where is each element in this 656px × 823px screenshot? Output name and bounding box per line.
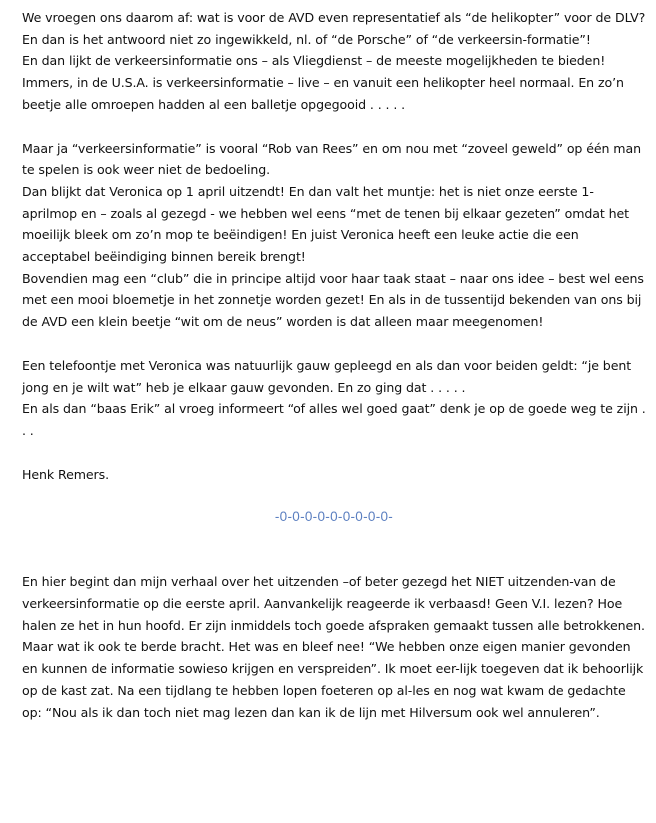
paragraph-veronica-1-april: Dan blijkt dat Veronica op 1 april uitzendt! En dan valt het muntje: het is niet onze eerste 1-aprilmop en – zoals al gezegd - we hebben wel eens “met de tenen bij elkaar gezeten” omdat het moeilijk bleek om zo’n mop te beëindigen! En juist Veronica heeft een leuke actie die een acceptabel beëindiging binnen bereik brengt! — [22, 183, 629, 265]
paragraph-spacer — [22, 116, 646, 138]
paragraph-spacer — [22, 550, 646, 571]
paragraph-spacer — [22, 333, 646, 355]
paragraph-baas-erik: En als dan “baas Erik” al vroeg informeert “of alles wel goed gaat” denk je op de goede weg te zijn . . . — [22, 401, 646, 438]
section-divider: -0-0-0-0-0-0-0-0-0- — [274, 509, 394, 525]
paragraph-vliegdienst: En dan lijkt de verkeersinformatie ons – als Vliegdienst – de meeste mogelijkheden te bieden! Immers, in de U.S.A. is verkeersinformatie – live – en vanuit een helikopter heel normaal. En zo’n beetje alle omroepen hadden al een balletje opgegooid . . . . . — [22, 53, 624, 112]
paragraph-spacer — [22, 485, 646, 506]
paragraph-spacer — [22, 528, 646, 550]
author-signature: Henk Remers. — [22, 466, 109, 482]
paragraph-helikopter: We vroegen ons daarom af: wat is voor de AVD even representatief als “de helikopter” voor de DLV? En dan is het antwoord niet zo ingewikkeld, nl. of “de Porsche” of “de verkeersin-formatie”! — [22, 10, 646, 47]
paragraph-bloemetje: Bovendien mag een “club” die in principe altijd voor haar taak staat – naar ons idee – best wel eens met een mooi bloemetje in het zonnetje worden gezet! En als in de tussentijd bekenden van ons bij de AVD een klein beetje “wit om de neus” worden is dat alleen maar meegenomen! — [22, 270, 644, 330]
paragraph-verhaal-uitzenden: En hier begint dan mijn verhaal over het uitzenden –of beter gezegd het NIET uitzenden-van de verkeersinformatie op die eerste april. Aanvankelijk reageerde ik verbaasd! Geen V.I. lezen? Hoe halen ze het in hun hoofd. Er zijn inmiddels toch goede afspraken gemaakt tussen alle betrokkenen. Maar wat ik ook te berde bracht. Het was en bleef nee! “We hebben onze eigen manier gevonden en kunnen de informatie sowieso krijgen en verspreiden”. Ik moet eer-lijk toegeven dat ik behoorlijk op de kast zat. Na een tijdlang te hebben lopen foeteren op al-les en nog wat kwam de gedachte op: “Nou als ik dan toch niet mag lezen dan kan ik de lijn met Hilversum ook wel annuleren”. — [22, 574, 645, 720]
paragraph-spacer — [22, 442, 646, 464]
document-page — [22, 7, 646, 723]
paragraph-telefoontje: Een telefoontje met Veronica was natuurlijk gauw gepleegd en als dan voor beiden geldt: “je bent jong en je wilt wat” heb je elkaar gauw gevonden. En zo ging dat . . . . . — [22, 357, 632, 395]
paragraph-rob-van-rees: Maar ja “verkeersinformatie” is vooral “Rob van Rees” en om nou met “zoveel geweld” op één man te spelen is ook weer niet de bedoeling. — [22, 140, 641, 178]
